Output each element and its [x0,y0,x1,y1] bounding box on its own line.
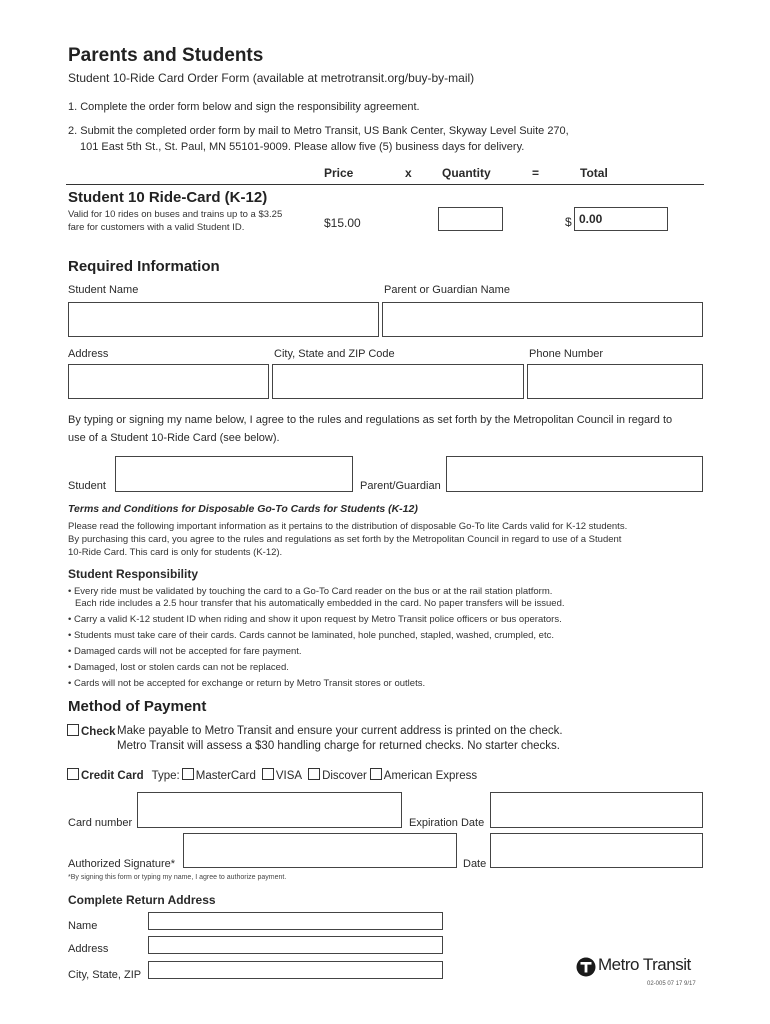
product-desc-2: fare for customers with a valid Student ID. [68,222,245,233]
col-total: Total [580,166,608,180]
parent-signature-label: Parent/Guardian [360,480,441,492]
col-x: x [405,166,412,180]
student-signature-input[interactable] [115,456,353,492]
mastercard-label: MasterCard [195,770,256,782]
responsibility-bullet-1a: • Every ride must be validated by touching the card to a Go-To Card reader on the bus or at the rail station platform. [68,586,553,597]
return-name-input[interactable] [148,912,443,930]
credit-card-row [67,768,477,782]
quantity-input[interactable] [438,207,503,231]
terms-heading: Terms and Conditions for Disposable Go-To Cards for Students (K-12) [68,503,418,515]
total-field[interactable] [574,207,668,231]
city-state-zip-input[interactable] [272,364,524,399]
student-name-input[interactable] [68,302,379,337]
return-address-heading: Complete Return Address [68,893,216,907]
mastercard-checkbox[interactable] [182,768,194,780]
terms-p1: Please read the following important information as it pertains to the distribution of disposable Go-To lite Cards valid for K-12 students. [68,521,628,532]
authorized-signature-input[interactable] [183,833,457,868]
col-price: Price [324,166,354,180]
card-number-input[interactable] [137,792,402,828]
responsibility-bullet-6: • Cards will not be accepted for exchange or return by Metro Transit stores or outlets. [68,678,426,689]
city-state-zip-label: City, State and ZIP Code [274,348,395,360]
credit-card-label: Credit Card [81,770,144,782]
return-address-input[interactable] [148,936,443,954]
expiration-input[interactable] [490,792,703,828]
amex-label: American Express [383,770,478,782]
terms-p3: 10-Ride Card. This card is only for students (K-12). [68,547,283,558]
phone-input[interactable] [527,364,703,399]
return-city-label: City, State, ZIP [68,969,142,981]
product-price: $15.00 [324,216,361,230]
total-value: 0.00 [579,212,603,226]
agreement-line-2: use of a Student 10-Ride Card (see below). [68,432,280,444]
instruction-step-1: 1. Complete the order form below and sign the responsibility agreement. [68,101,420,113]
terms-p2: By purchasing this card, you agree to the rules and regulations as set forth by the Metropolitan Council in regard to use of a Student [68,534,622,545]
responsibility-bullet-3: • Students must take care of their cards. Cards cannot be laminated, hole punched, stapled, washed, crumpled, etc. [68,630,554,641]
check-label: Check [81,726,116,738]
student-name-label: Student Name [68,284,139,296]
responsibility-bullet-5: • Damaged, lost or stolen cards can not be replaced. [68,662,289,673]
total-currency: $ [565,215,572,229]
metro-transit-t-icon [576,957,596,977]
instruction-step-2a: 2. Submit the completed order form by mail to Metro Transit, US Bank Center, Skyway Level Suite 270, [68,125,569,137]
check-text-1: Make payable to Metro Transit and ensure your current address is printed on the check. [117,725,563,737]
date-input[interactable] [490,833,703,868]
logo-text: Metro Transit [598,955,691,974]
responsibility-bullet-2: • Carry a valid K-12 student ID when riding and show it upon request by Metro Transit police officers or bus operators. [68,614,562,625]
discover-checkbox[interactable] [308,768,320,780]
responsibility-bullet-4: • Damaged cards will not be accepted for fare payment. [68,646,302,657]
parent-name-label: Parent or Guardian Name [384,284,510,296]
parent-name-input[interactable] [382,302,703,337]
instruction-step-2b: 101 East 5th St., St. Paul, MN 55101-9009. Please allow five (5) business days for delivery. [80,141,525,153]
responsibility-bullet-1b: Each ride includes a 2.5 hour transfer that his automatically embedded in the card. No paper transfers will be issued. [75,598,565,609]
check-text-2: Metro Transit will assess a $30 handling charge for returned checks. No starter checks. [117,740,560,752]
form-code: 02-005 07 17 9/17 [647,981,696,987]
col-quantity: Quantity [442,166,491,180]
col-equals: = [532,166,540,180]
phone-label: Phone Number [529,348,603,360]
agreement-line-1: By typing or signing my name below, I agree to the rules and regulations as set forth by the Metropolitan Council in regard to [68,414,673,426]
order-divider [66,184,704,185]
address-input[interactable] [68,364,269,399]
check-checkbox[interactable] [67,724,79,736]
card-number-label: Card number [68,817,133,829]
page-subtitle: Student 10-Ride Card Order Form (available at metrotransit.org/buy-by-mail) [68,71,475,85]
card-type-label: Type: [151,770,180,782]
payment-footnote: *By signing this form or typing my name, I agree to authorize payment. [68,874,287,881]
responsibility-heading: Student Responsibility [68,567,199,581]
payment-heading: Method of Payment [68,698,207,715]
expiration-label: Expiration Date [409,817,485,829]
return-address-label: Address [68,943,109,955]
product-title: Student 10 Ride-Card (K-12) [68,189,268,206]
amex-checkbox[interactable] [370,768,382,780]
required-heading: Required Information [68,258,220,275]
return-name-label: Name [68,920,98,932]
date-label: Date [463,858,487,870]
product-desc-1: Valid for 10 rides on buses and trains up to a $3.25 [68,209,283,220]
credit-card-checkbox[interactable] [67,768,79,780]
check-option[interactable] [67,724,116,738]
student-signature-label: Student [68,480,106,492]
page-title: Parents and Students [68,45,264,66]
visa-label: VISA [275,770,303,782]
visa-checkbox[interactable] [262,768,274,780]
return-city-input[interactable] [148,961,443,979]
authorized-signature-label: Authorized Signature* [68,858,176,870]
parent-signature-input[interactable] [446,456,703,492]
address-label: Address [68,348,109,360]
discover-label: Discover [322,770,367,782]
